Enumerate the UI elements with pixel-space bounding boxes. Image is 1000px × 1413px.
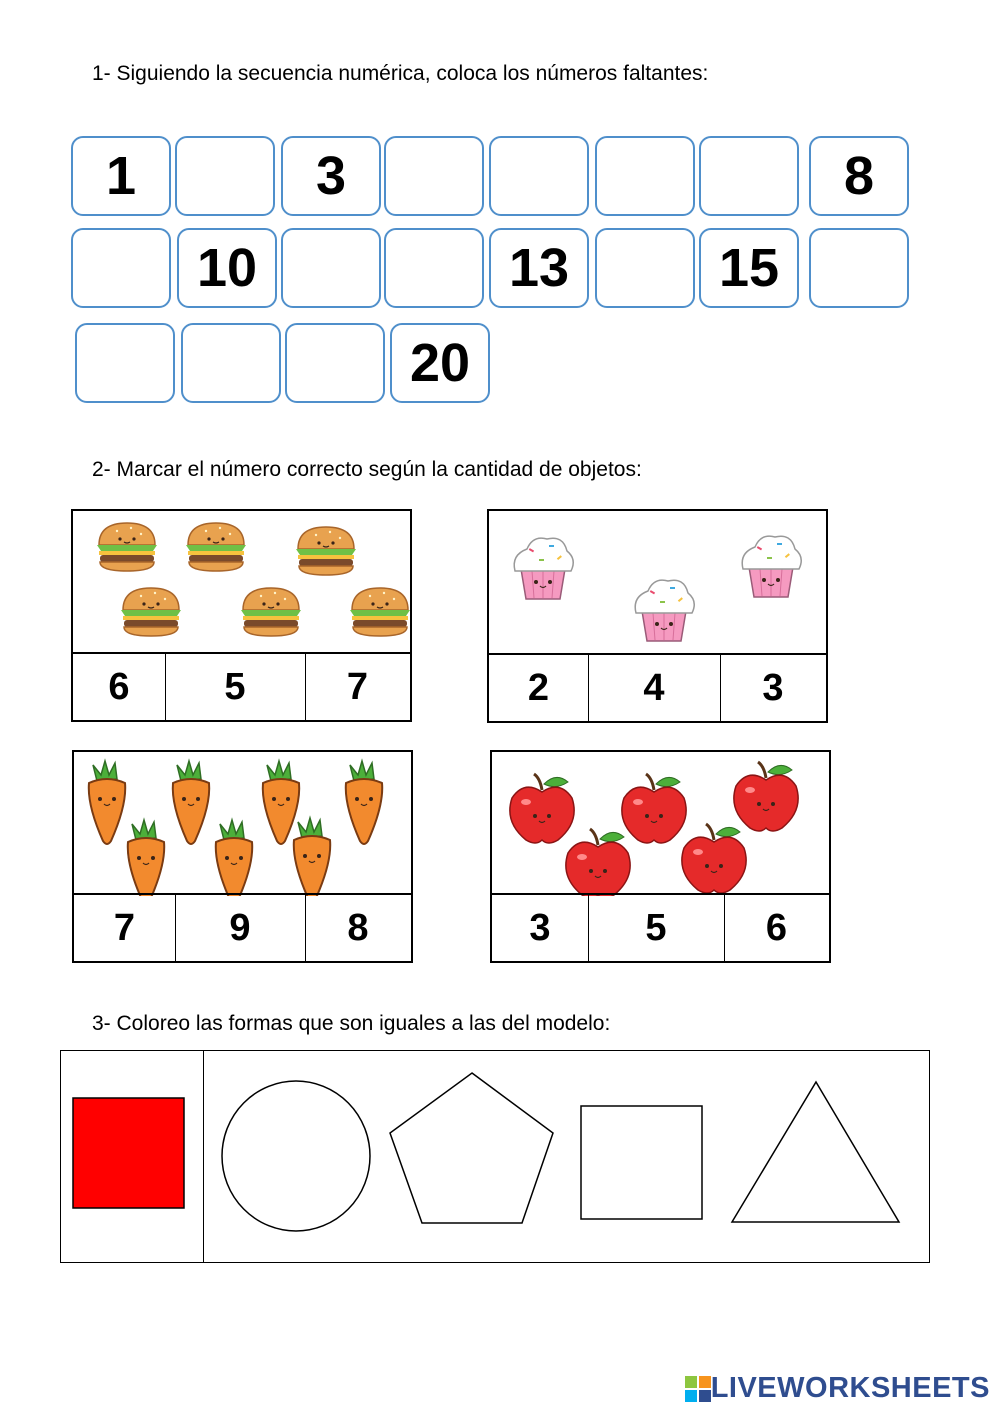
model-red-square [73,1098,184,1208]
carrot-icon [128,820,164,896]
missing-number-input[interactable] [817,236,905,300]
carrot-icon [294,818,330,896]
apple-icon [734,762,798,831]
counting-box-cupcakes [487,509,828,723]
sequence-cell: 1 [71,136,171,216]
answer-options [489,653,826,721]
sequence-cell: 8 [809,136,909,216]
hamburger-icon [121,588,181,636]
sequence-cell[interactable] [384,228,484,308]
missing-number-input[interactable] [289,236,377,300]
instruction-2: 2- Marcar el número correcto según la cantidad de objetos: [92,458,642,481]
answer-option[interactable]: 3 [529,906,551,949]
answer-options [73,652,410,720]
sequence-cell[interactable] [285,323,385,403]
shapes-table [60,1050,930,1263]
answer-option[interactable]: 2 [527,666,550,709]
sequence-cell: 20 [390,323,490,403]
instruction-3: 3- Coloreo las formas que son iguales a las del modelo: [92,1012,611,1035]
missing-number-input[interactable] [603,236,691,300]
apple-icon [566,829,630,896]
sequence-cell[interactable] [809,228,909,308]
cupcake-icon [742,536,801,597]
square-shape[interactable] [581,1106,702,1219]
apple-icon-group [492,752,829,896]
answer-option[interactable]: 7 [113,906,136,949]
counting-box-carrots [72,750,413,963]
liveworksheets-logo-icon [685,1376,711,1402]
hamburger-icon [97,523,157,571]
missing-number-input[interactable] [183,144,271,208]
answer-option[interactable]: 6 [108,665,130,708]
hamburger-icon [296,527,356,575]
carrot-icon [89,761,125,844]
answer-options [492,893,829,961]
liveworksheets-logo [685,1372,990,1405]
carrot-icon [263,761,299,844]
counting-box-apples [490,750,831,963]
sequence-cell: 15 [699,228,799,308]
carrot-icon [346,761,382,844]
pentagon-shape[interactable] [390,1073,553,1223]
missing-number-input[interactable] [83,331,171,395]
missing-number-input[interactable] [392,144,480,208]
circle-shape[interactable] [222,1081,370,1231]
apple-icon [682,824,746,893]
sequence-cell[interactable] [595,136,695,216]
sequence-cell[interactable] [175,136,275,216]
hamburger-icon [350,588,410,636]
answer-option[interactable]: 5 [224,665,246,708]
sequence-cell[interactable] [699,136,799,216]
answer-option[interactable]: 3 [762,666,784,709]
sequence-cell: 3 [281,136,381,216]
answer-option[interactable]: 6 [765,906,788,949]
sequence-cell[interactable] [384,136,484,216]
cupcake-icon [635,580,694,641]
missing-number-input[interactable] [79,236,167,300]
triangle-shape[interactable] [732,1082,899,1222]
counting-box-hamburgers [71,509,412,722]
hamburger-icon [241,588,301,636]
cupcake-icon-group [489,511,826,655]
cupcake-icon [514,538,573,599]
missing-number-input[interactable] [603,144,691,208]
carrot-icon-group [74,752,411,896]
sequence-cell[interactable] [181,323,281,403]
missing-number-input[interactable] [707,144,795,208]
apple-icon [510,774,574,843]
sequence-cell[interactable] [489,136,589,216]
instruction-1: 1- Siguiendo la secuencia numérica, coloca los números faltantes: [92,62,709,85]
answer-option[interactable]: 9 [229,906,251,949]
missing-number-input[interactable] [497,144,585,208]
sequence-cell[interactable] [75,323,175,403]
carrot-icon [173,761,209,844]
sequence-cell: 13 [489,228,589,308]
logo-text: LIVEWORKSHEETS [710,1372,990,1404]
hamburger-icon [186,523,246,571]
sequence-cell[interactable] [281,228,381,308]
missing-number-input[interactable] [189,331,277,395]
answer-option[interactable]: 7 [346,665,369,708]
answer-option[interactable]: 4 [643,666,665,709]
carrot-icon [216,820,252,896]
sequence-cell[interactable] [71,228,171,308]
sequence-cell[interactable] [595,228,695,308]
shapes-area [61,1051,928,1261]
missing-number-input[interactable] [293,331,381,395]
sequence-cell: 10 [177,228,277,308]
answer-options [74,893,411,961]
answer-option[interactable]: 8 [347,906,369,949]
answer-option[interactable]: 5 [645,906,667,949]
apple-icon [622,774,686,843]
missing-number-input[interactable] [392,236,480,300]
hamburger-icon-group [73,511,410,655]
